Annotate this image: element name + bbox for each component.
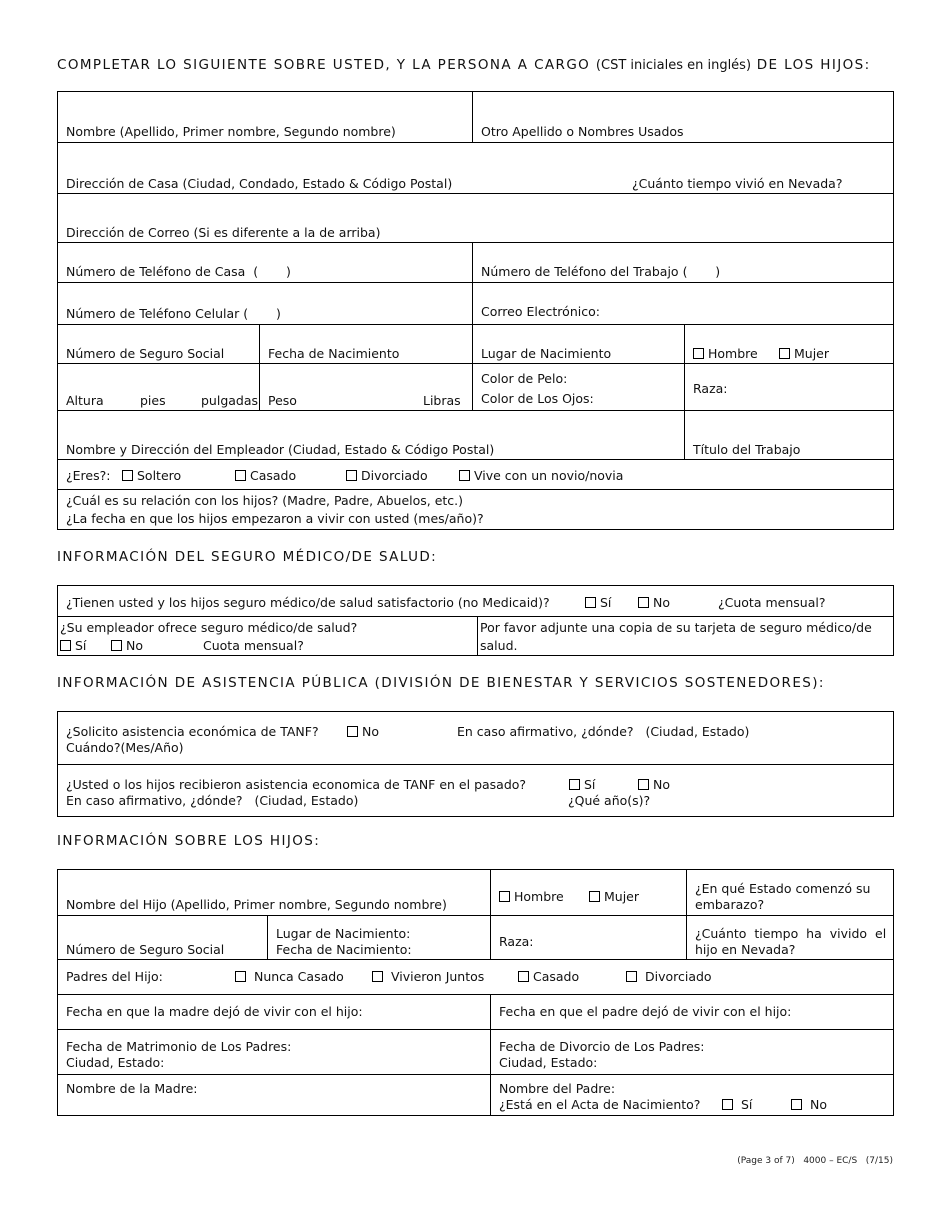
public-assistance-table [57,711,894,817]
child-race-field[interactable]: Raza: [490,916,686,959]
divorce-date-field[interactable]: Fecha de Divorcio de Los Padres: Ciudad, Estado: [490,1030,893,1074]
employer-field[interactable]: Nombre y Dirección del Empleador (Ciudad, Estado & Código Postal) [66,442,495,457]
other-names-field[interactable]: Otro Apellido o Nombres Usados [472,92,893,142]
tanf-past-yes-checkbox[interactable] [569,779,580,790]
section-heading-children: INFORMACIÓN SOBRE LOS HIJOS: [57,833,321,849]
married-checkbox[interactable] [235,470,246,481]
child-ssn-field[interactable]: Número de Seguro Social [66,942,225,957]
row-cell-email [58,282,893,324]
ssn-field[interactable]: Número de Seguro Social [66,346,225,361]
page-footer: (Page 3 of 7) 4000 – EC/S (7/15) [737,1156,893,1166]
work-phone-field[interactable]: Número de Teléfono del Trabajo ( ) [472,243,893,282]
row-left-dates [58,994,893,1029]
divorced-checkbox[interactable] [346,470,357,481]
row-mail-address [58,193,893,242]
row-parent-names [58,1074,893,1115]
row-marital [58,459,893,489]
child-time-in-nevada-field[interactable]: ¿Cuánto tiempo ha vivido el hijo en Nevada? [686,916,893,959]
single-checkbox[interactable] [122,470,133,481]
row-name [58,92,893,142]
living-with-partner-checkbox[interactable] [459,470,470,481]
health-insurance-table [57,585,894,656]
birth-cert-yes-checkbox[interactable] [722,1099,733,1110]
child-name-field[interactable]: Nombre del Hijo (Apellido, Primer nombre, Segundo nombre) [66,897,447,912]
pregnancy-state-field[interactable]: ¿En qué Estado comenzó su embarazo? [686,870,893,915]
weight-field[interactable]: Peso Libras [259,364,472,410]
insurance-no-checkbox[interactable] [638,597,649,608]
row-phones [58,242,893,282]
custodian-table [57,91,894,530]
cell-phone-field[interactable]: Número de Teléfono Celular ( ) [66,306,281,321]
hair-eyes-field[interactable]: Color de Pelo: Color de Los Ojos: [472,364,684,410]
name-field[interactable]: Nombre (Apellido, Primer nombre, Segundo nombre) [66,124,396,139]
email-field[interactable]: Correo Electrónico: [472,283,893,324]
home-address-field[interactable]: Dirección de Casa (Ciudad, Condado, Estado & Código Postal) ¿Cuánto tiempo vivió en Nevada? [66,176,843,191]
parents-divorced-checkbox[interactable] [626,971,637,982]
male-checkbox[interactable] [693,348,704,359]
employer-insurance-no-checkbox[interactable] [111,640,122,651]
row-tanf-past: ¿Usted o los hijos recibieron asistencia economica de TANF en el pasado? Sí No En caso afirmativo, ¿dónde? (Ciudad, Estado) ¿Qué año(s)? [58,764,893,816]
employer-insurance-yes-checkbox[interactable] [60,640,71,651]
row-child-ssn [58,915,893,959]
marriage-date-field[interactable]: Fecha de Matrimonio de Los Padres: Ciudad, Estado: [66,1039,292,1070]
child-birthplace-dob-field[interactable]: Lugar de Nacimiento: Fecha de Nacimiento: [267,916,490,959]
father-name-field[interactable]: Nombre del Padre: ¿Está en el Acta de Nacimiento? Sí No [490,1075,893,1115]
birthplace-field[interactable]: Lugar de Nacimiento [472,325,684,363]
race-field[interactable]: Raza: [684,364,893,410]
dob-field[interactable]: Fecha de Nacimiento [259,325,472,363]
mail-address-field[interactable]: Dirección de Correo (Si es diferente a la de arriba) [66,225,381,240]
marital-status: ¿Eres?: Soltero Casado Divorciado Vive con un novio/novia [66,468,624,483]
children-table [57,869,894,1116]
section-heading-custodian: COMPLETAR LO SIGUIENTE SOBRE USTED, Y LA PERSONA A CARGO (CST iniciales en inglés) DE LOS HIJOS: [57,57,871,73]
row-child-name [58,870,893,915]
female-checkbox[interactable] [779,348,790,359]
row-insurance-q2: ¿Su empleador ofrece seguro médico/de salud? Sí No Cuota mensual? Por favor adjunte una copia de su tarjeta de seguro médico/de salud. [58,616,893,655]
mother-left-field[interactable]: Fecha en que la madre dejó de vivir con el hijo: [66,1004,363,1019]
gender-field: Hombre Mujer [684,325,893,363]
relationship-field[interactable]: ¿Cuál es su relación con los hijos? (Madre, Padre, Abuelos, etc.) ¿La fecha en que los hijos empezaron a vivir con usted (mes/año)? [66,493,484,526]
mother-name-field[interactable]: Nombre de la Madre: [66,1081,198,1096]
section-heading-public-assistance: INFORMACIÓN DE ASISTENCIA PÚBLICA (DIVISIÓN DE BIENESTAR Y SERVICIOS SOSTENEDORES): [57,675,825,691]
row-marriage-divorce [58,1029,893,1074]
tanf-past-no-checkbox[interactable] [638,779,649,790]
height-field[interactable]: Altura pies pulgadas [66,393,259,408]
tanf-no-checkbox[interactable] [347,726,358,737]
child-female-checkbox[interactable] [589,891,600,902]
row-physical [58,363,893,410]
never-married-checkbox[interactable] [235,971,246,982]
row-home-address [58,142,893,193]
row-employer [58,410,893,459]
section-heading-health-insurance: INFORMACIÓN DEL SEGURO MÉDICO/DE SALUD: [57,549,438,565]
birth-cert-no-checkbox[interactable] [791,1099,802,1110]
child-gender-field: Hombre Mujer [490,870,686,915]
lived-together-checkbox[interactable] [372,971,383,982]
child-male-checkbox[interactable] [499,891,510,902]
home-phone-field[interactable]: Número de Teléfono de Casa ( ) [66,264,291,279]
row-parents-status: Padres del Hijo: Nunca Casado Vivieron Juntos Casado Divorciado [58,959,893,994]
parents-married-checkbox[interactable] [518,971,529,982]
row-tanf-current: ¿Solicito asistencia económica de TANF? No En caso afirmativo, ¿dónde? (Ciudad, Estado) Cuándo?(Mes/Año) [66,724,750,755]
row-insurance-q1: ¿Tienen usted y los hijos seguro médico/de salud satisfactorio (no Medicaid)? Sí No ¿Cuota mensual? [66,595,826,610]
attach-insurance-card-note: Por favor adjunte una copia de su tarjeta de seguro médico/de salud. [477,617,893,655]
insurance-yes-checkbox[interactable] [585,597,596,608]
row-relationship [58,489,893,530]
father-left-field[interactable]: Fecha en que el padre dejó de vivir con el hijo: [490,995,893,1029]
job-title-field[interactable]: Título del Trabajo [684,411,893,459]
row-ssn-dob [58,324,893,363]
